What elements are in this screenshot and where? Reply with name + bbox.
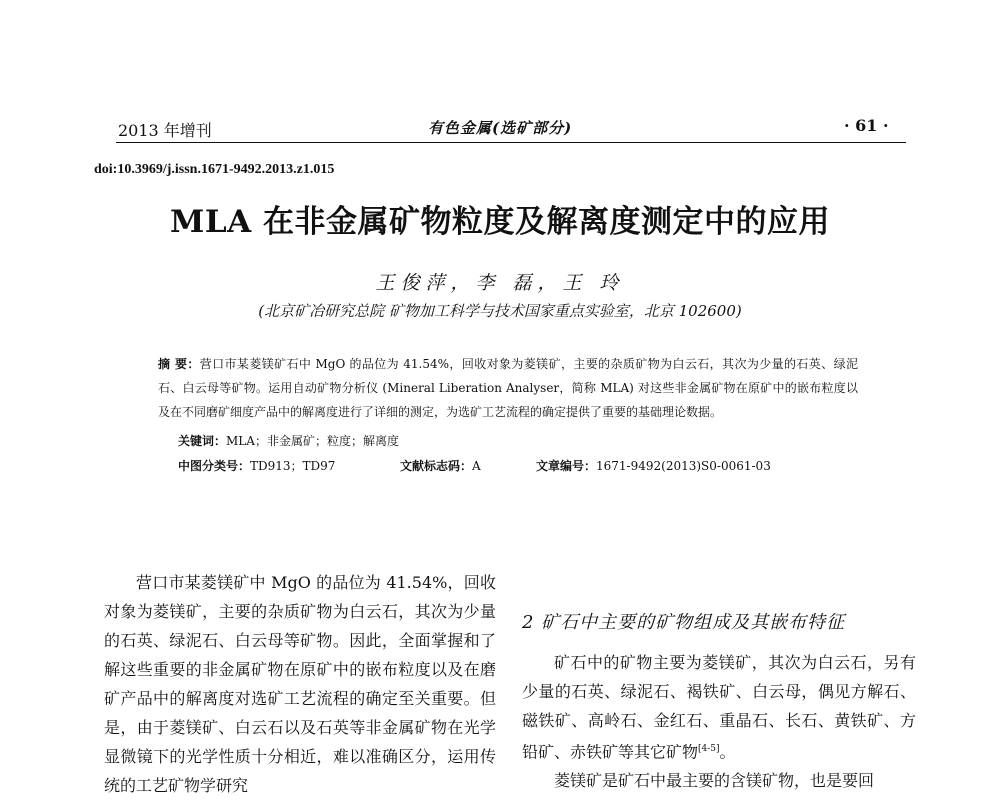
citation-ref: [4-5]: [698, 744, 720, 754]
document-code: [400, 457, 481, 474]
clc-number: [178, 457, 335, 474]
body-right-column: [522, 648, 916, 795]
abstract-text: 营口市某菱镁矿石中 MgO 的品位为 41.54%，回收对象为菱镁矿，主要的杂质矿物为白云石，其次为少量的石英、绿泥石、白云母等矿物。运用自动矿物分析仪 (Mineral Liberation Analyser，简称 MLA) 对这些非金属矿物在原矿中的嵌布粒度以及在不同磨矿细度产品中的解离度进行了详细的测定，为选矿工艺流程的确定提供了重要的基础理论数据。: [158, 357, 858, 419]
abstract: [158, 352, 858, 424]
intro-paragraph: 营口市某菱镁矿中 MgO 的品位为 41.54%，回收对象为菱镁矿，主要的杂质矿物为白云石，其次为少量的石英、绿泥石、白云母等矿物。因此，全面掌握和了解这些重要的非金属矿物在原矿中的嵌布粒度以及在磨矿产品中的解离度对选矿工艺流程的确定至关重要。但是，由于菱镁矿、白云石以及石英等非金属矿物在光学显微镜下的光学性质十分相近，难以准确区分，运用传统的工艺矿物学研究: [104, 573, 496, 795]
header-page-number: · 61 ·: [844, 116, 889, 135]
section-2-p1-text: 矿石中的矿物主要为菱镁矿，其次为白云石，另有少量的石英、绿泥石、褐铁矿、白云母，偶见方解石、磁铁矿、高岭石、金红石、重晶石、长石、黄铁矿、方铅矿、赤铁矿等其它矿物: [522, 653, 916, 762]
abstract-label: 摘 要：: [158, 357, 200, 371]
clc-value: TD913；TD97: [250, 459, 336, 473]
header-year-issue: 2013 年增刊: [118, 121, 212, 140]
keywords-label: 关键词：: [178, 434, 227, 448]
article-number: [536, 457, 771, 474]
doc-label: 文献标志码：: [400, 459, 473, 473]
section-2-p1-end: 。: [719, 742, 736, 762]
keywords: [178, 432, 399, 449]
article-value: 1671-9492(2013)S0-0061-03: [596, 459, 771, 473]
paper-title: MLA 在非金属矿物粒度及解离度测定中的应用: [170, 204, 830, 240]
authors: 王俊萍，李 磊，王 玲: [375, 272, 625, 294]
header-journal-name: 有色金属(选矿部分): [428, 119, 573, 137]
article-label: 文章编号：: [536, 459, 597, 473]
affiliation: (北京矿冶研究总院 矿物加工科学与技术国家重点实验室，北京 102600): [258, 302, 742, 320]
section-2-paragraph-2: 菱镁矿是矿石中最主要的含镁矿物，也是要回: [554, 771, 875, 791]
doi: doi:10.3969/j.issn.1671-9492.2013.z1.015: [94, 162, 335, 177]
header-rule: [116, 142, 906, 143]
clc-label: 中图分类号：: [178, 459, 251, 473]
section-2-paragraph-1: [522, 648, 916, 766]
doc-value: A: [472, 459, 481, 473]
body-left-column: [104, 568, 496, 800]
keywords-text: MLA；非金属矿；粒度；解离度: [226, 434, 399, 448]
section-2-heading: 2 矿石中主要的矿物组成及其嵌布特征: [522, 612, 846, 633]
